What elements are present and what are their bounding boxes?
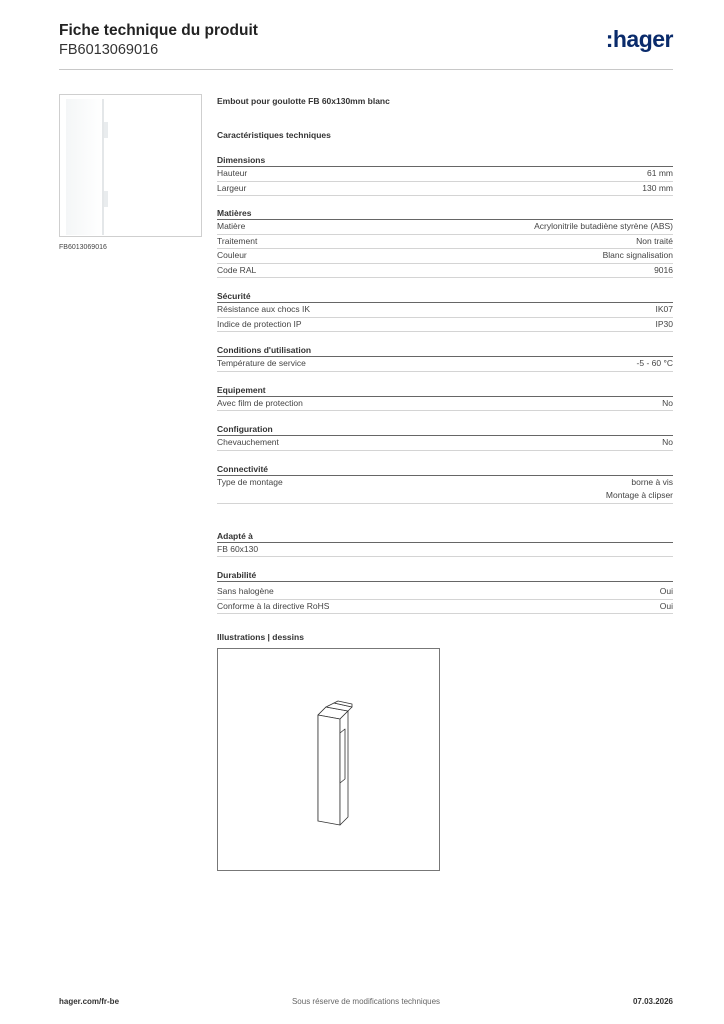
spec-label: Sans halogène xyxy=(217,586,274,596)
product-reference: FB6013069016 xyxy=(59,42,159,58)
section-title: Equipement xyxy=(217,384,673,397)
spec-content xyxy=(217,96,673,644)
document-header xyxy=(59,22,673,70)
section-dimensions xyxy=(217,154,673,196)
spec-label: Indice de protection IP xyxy=(217,318,302,329)
section-title: Conditions d'utilisation xyxy=(217,344,673,357)
spec-label: Traitement xyxy=(217,235,258,246)
section-title: Dimensions xyxy=(217,154,673,167)
tech-heading: Caractéristiques techniques xyxy=(217,130,331,140)
end-cap-drawing xyxy=(218,649,439,870)
spec-label: Matière xyxy=(217,221,246,231)
illustrations-title: Illustrations | dessins xyxy=(217,632,304,642)
spec-value: Non traité xyxy=(636,235,673,246)
section-conditions xyxy=(217,344,673,372)
spec-value: IP30 xyxy=(655,318,673,329)
spec-label: Température de service xyxy=(217,358,306,368)
section-equipment xyxy=(217,384,673,412)
spec-label: Code RAL xyxy=(217,264,257,275)
section-title: Connectivité xyxy=(217,463,673,476)
spec-value: No xyxy=(662,397,673,408)
section-configuration xyxy=(217,423,673,451)
spec-label: Couleur xyxy=(217,250,247,260)
section-title: Configuration xyxy=(217,423,673,436)
section-compatible xyxy=(217,530,673,558)
footer-disclaimer: Sous réserve de modifications techniques xyxy=(291,997,441,1006)
spec-row xyxy=(217,264,673,279)
spec-row xyxy=(217,600,673,615)
spec-value: Oui xyxy=(659,600,673,611)
thumbnail-caption: FB6013069016 xyxy=(59,244,107,251)
spec-label: Hauteur xyxy=(217,168,248,178)
section-title: Sécurité xyxy=(217,290,673,303)
spec-label: FB 60x130 xyxy=(217,543,259,554)
spec-row xyxy=(217,357,673,372)
product-title: Embout pour goulotte FB 60x130mm blanc xyxy=(217,96,390,106)
spec-value: borne à vis xyxy=(631,476,673,487)
spec-row xyxy=(217,303,673,318)
spec-label: Avec film de protection xyxy=(217,397,303,408)
spec-value: No xyxy=(662,437,673,447)
section-connectivity xyxy=(217,463,673,504)
product-thumbnail-image xyxy=(60,95,201,236)
spec-value: Blanc signalisation xyxy=(602,250,673,260)
spec-row xyxy=(217,543,673,558)
spec-value: Montage à clipser xyxy=(605,490,673,500)
spec-row xyxy=(217,235,673,250)
section-title: Matières xyxy=(217,207,673,220)
spec-label: Conforme à la directive RoHS xyxy=(217,600,330,611)
spec-row xyxy=(217,397,673,412)
spec-row xyxy=(217,585,673,600)
document-footer xyxy=(59,997,673,1011)
spec-label: Largeur xyxy=(217,182,247,193)
section-materials xyxy=(217,207,673,278)
spec-row xyxy=(217,476,673,504)
spec-value-group xyxy=(606,476,673,503)
spec-row xyxy=(217,182,673,197)
spec-label: Résistance aux chocs IK xyxy=(217,304,311,314)
spec-value: Oui xyxy=(659,586,673,596)
section-title: Durabilité xyxy=(217,569,673,582)
spec-row xyxy=(217,167,673,182)
hager-logo: :hager xyxy=(605,26,673,52)
spec-value: IK07 xyxy=(655,304,673,314)
spec-value: 130 mm xyxy=(642,182,673,193)
section-safety xyxy=(217,290,673,332)
section-durability xyxy=(217,569,673,614)
spec-row xyxy=(217,436,673,451)
technical-drawing xyxy=(217,648,440,871)
spec-value: 9016 xyxy=(654,264,673,275)
section-title: Adapté à xyxy=(217,530,673,543)
product-thumbnail xyxy=(59,94,202,237)
spec-value: -5 - 60 °C xyxy=(636,358,673,368)
spec-label: Chevauchement xyxy=(217,437,279,447)
spec-row xyxy=(217,220,673,235)
footer-date: 07.03.2026 xyxy=(632,997,673,1006)
spec-value: 61 mm xyxy=(647,168,673,178)
spec-row xyxy=(217,249,673,264)
spec-label: Type de montage xyxy=(217,476,283,487)
spec-value: Acrylonitrile butadiène styrène (ABS) xyxy=(534,221,673,231)
footer-website-link[interactable]: hager.com/fr-be xyxy=(59,997,120,1006)
spec-row xyxy=(217,318,673,333)
document-title: Fiche technique du produit xyxy=(59,22,258,39)
